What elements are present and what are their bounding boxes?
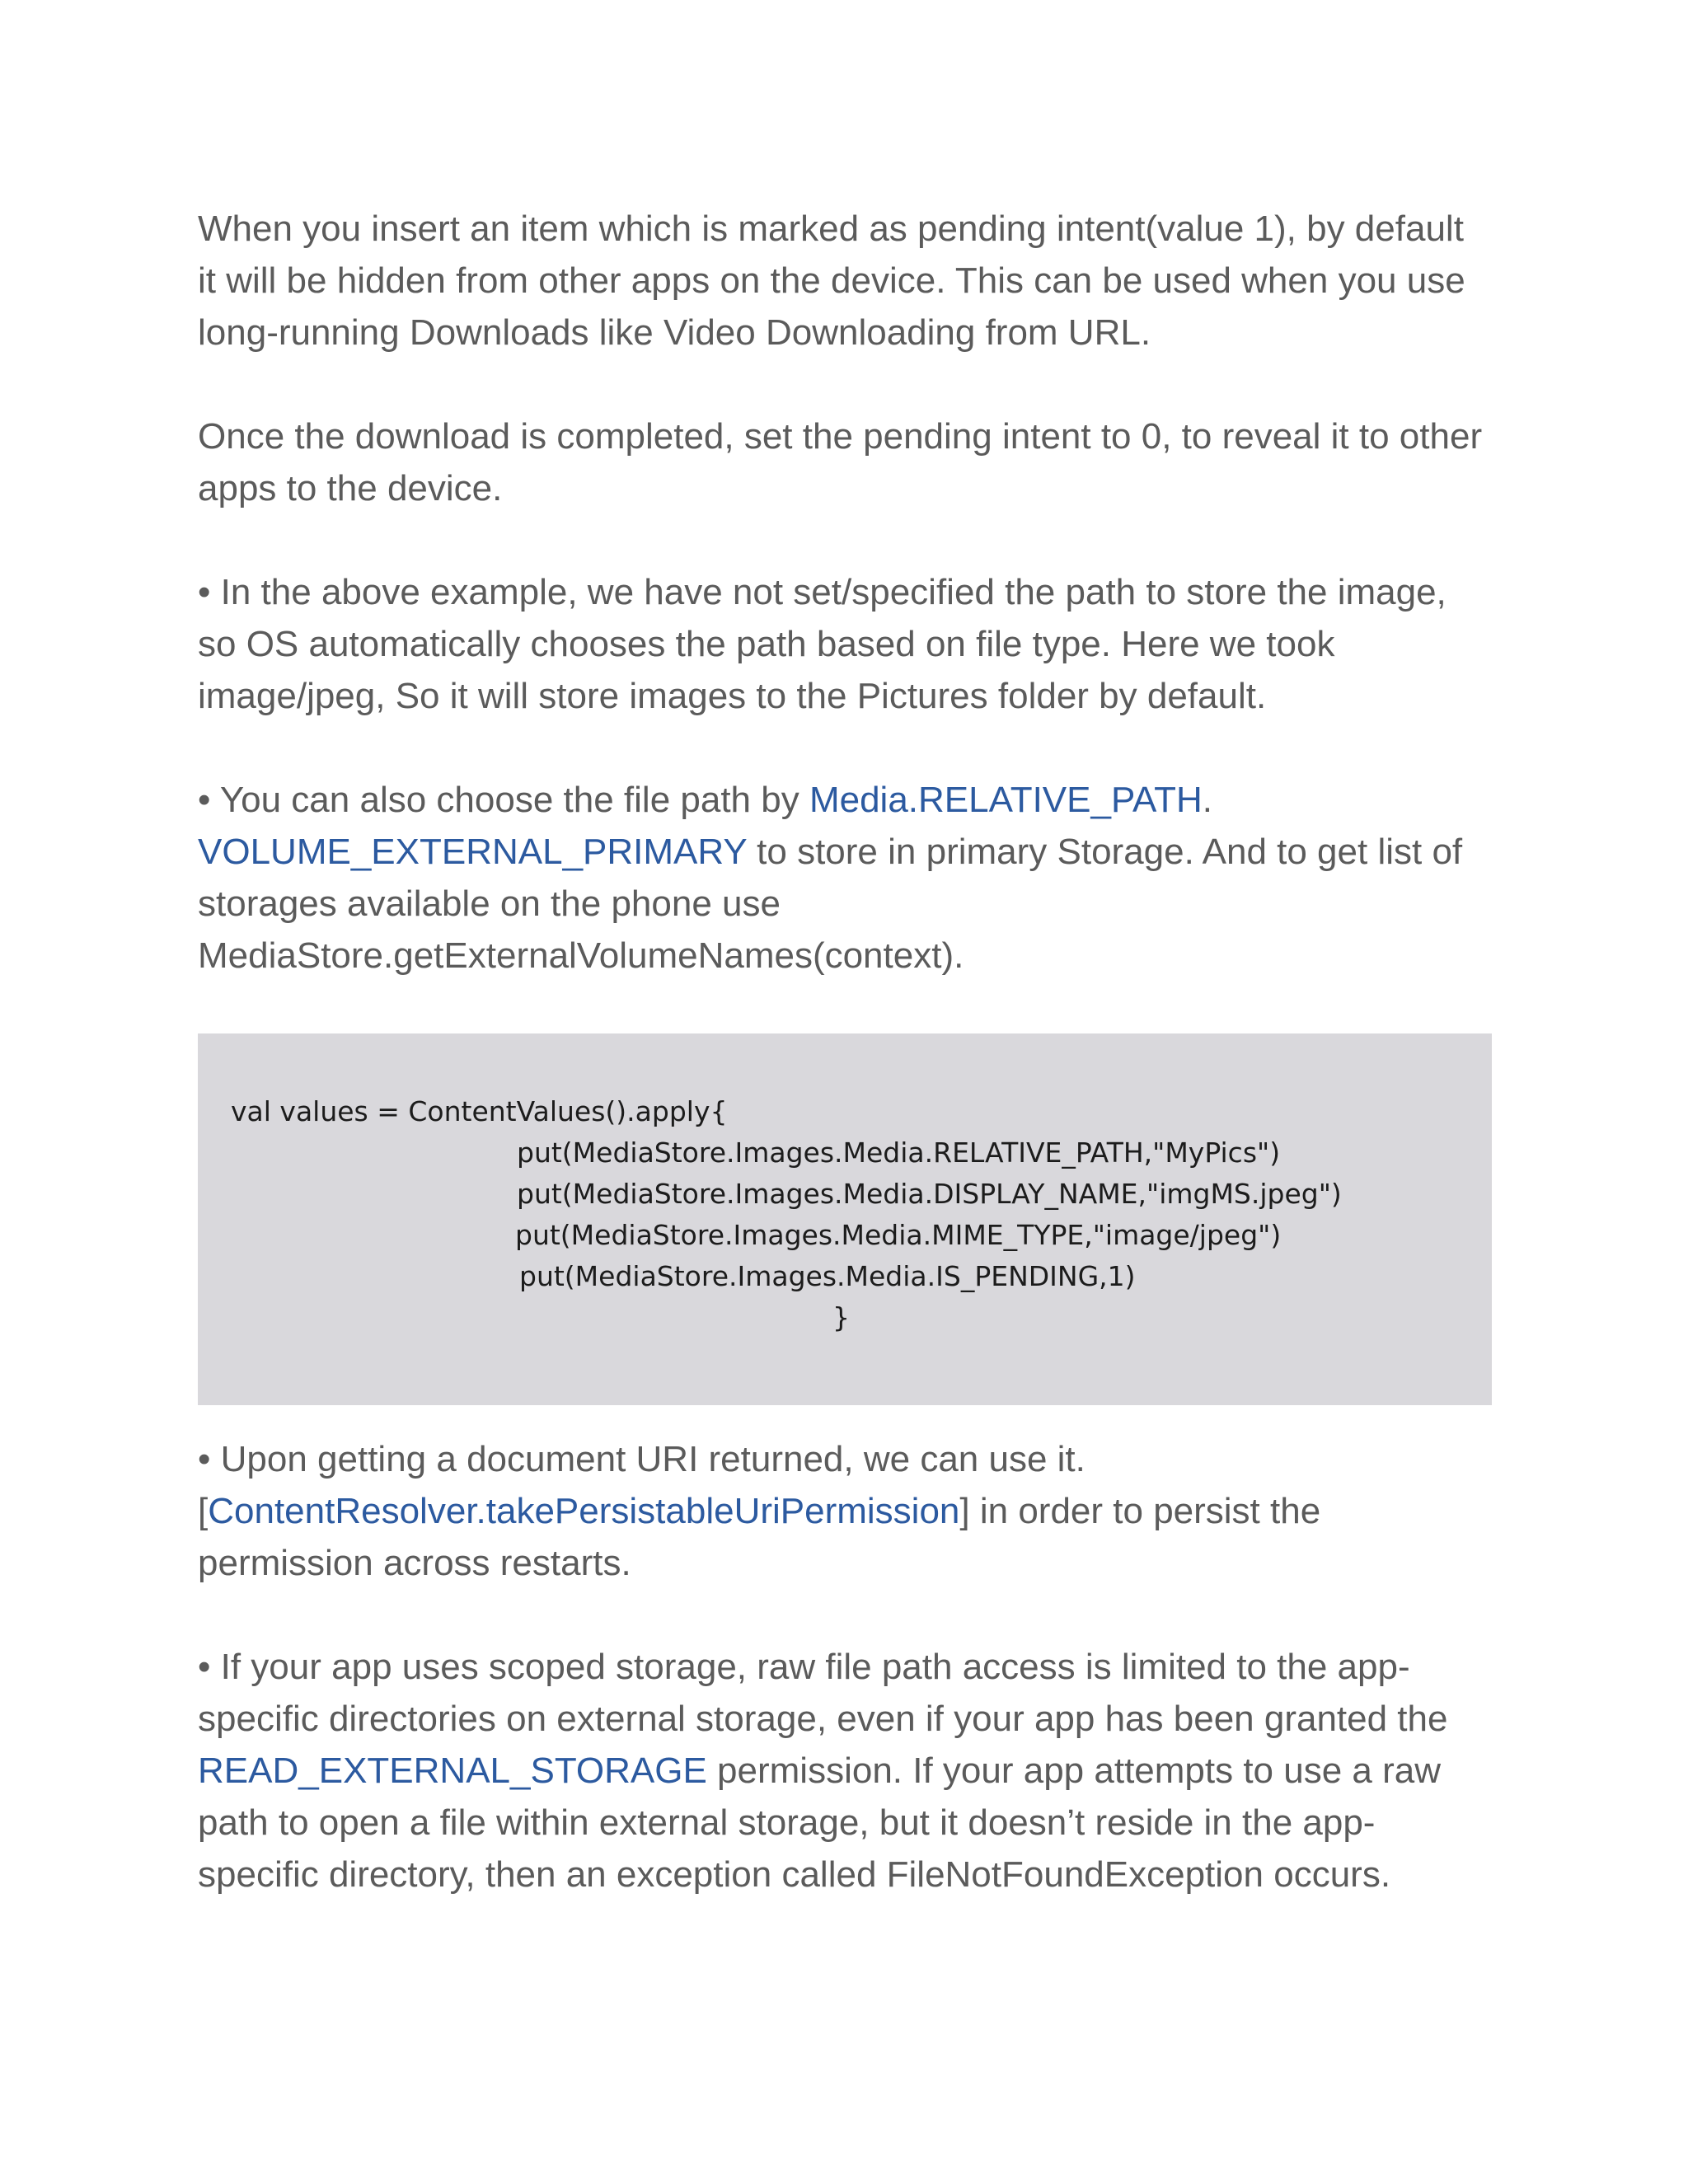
paragraph-document-uri — [198, 1433, 1492, 1589]
code-line-4: put(MediaStore.Images.Media.MIME_TYPE,"image/jpeg") — [515, 1219, 1282, 1251]
code-block — [198, 1033, 1492, 1405]
code-line-6: } — [832, 1301, 850, 1333]
paragraph-relative-path-dot: . — [1202, 780, 1213, 820]
paragraph-relative-path-prefix: • You can also choose the file path by — [198, 780, 809, 820]
paragraph-document-uri-prefix: • Upon getting a document URI returned, we can use it.[ — [198, 1439, 1085, 1531]
code-line-1: val values = ContentValues().apply{ — [231, 1095, 728, 1127]
link-take-persistable-uri-permission[interactable]: ContentResolver.takePersistableUriPermission — [208, 1491, 960, 1531]
paragraph-document-uri-suffix: ] in order to persist the permission across restarts. — [198, 1491, 1321, 1583]
paragraph-relative-path — [198, 774, 1492, 982]
paragraph-download-completed: Once the download is completed, set the pending intent to 0, to reveal it to other apps to the device. — [198, 416, 1483, 509]
paragraph-default-path: • In the above example, we have not set/specified the path to store the image, so OS automatically chooses the path based on file type. Here we took image/jpeg, So it will store images to the Pictures folder by default. — [198, 572, 1447, 716]
link-relative-path[interactable]: Media.RELATIVE_PATH — [809, 780, 1203, 820]
code-line-3: put(MediaStore.Images.Media.DISPLAY_NAME,"imgMS.jpeg") — [517, 1178, 1342, 1210]
paragraph-pending-intent: When you insert an item which is marked as pending intent(value 1), by default it will be hidden from other apps on the device. This can be used when you use long-running Downloads like Video Downloading from URL. — [198, 209, 1465, 353]
paragraph-scoped-storage — [198, 1641, 1492, 1900]
link-volume-external-primary[interactable]: VOLUME_EXTERNAL_PRIMARY — [198, 832, 747, 872]
document-body — [198, 203, 1492, 1900]
paragraph-scoped-storage-prefix: • If your app uses scoped storage, raw file path access is limited to the app-specific directories on external storage, even if your app has been granted the — [198, 1647, 1448, 1739]
code-line-5: put(MediaStore.Images.Media.IS_PENDING,1) — [519, 1260, 1136, 1292]
link-read-external-storage[interactable]: READ_EXTERNAL_STORAGE — [198, 1750, 707, 1791]
paragraph-scoped-storage-suffix: permission. If your app attempts to use a raw path to open a file within external storage, but it doesn’t reside in the app-specific directory, then an exception called FileNotFoundException occurs. — [198, 1750, 1442, 1895]
code-line-2: put(MediaStore.Images.Media.RELATIVE_PATH,"MyPics") — [517, 1137, 1281, 1169]
paragraph-relative-path-suffix: to store in primary Storage. And to get list of storages available on the phone use MediaStore.getExternalVolumeNames(context). — [198, 832, 1463, 976]
